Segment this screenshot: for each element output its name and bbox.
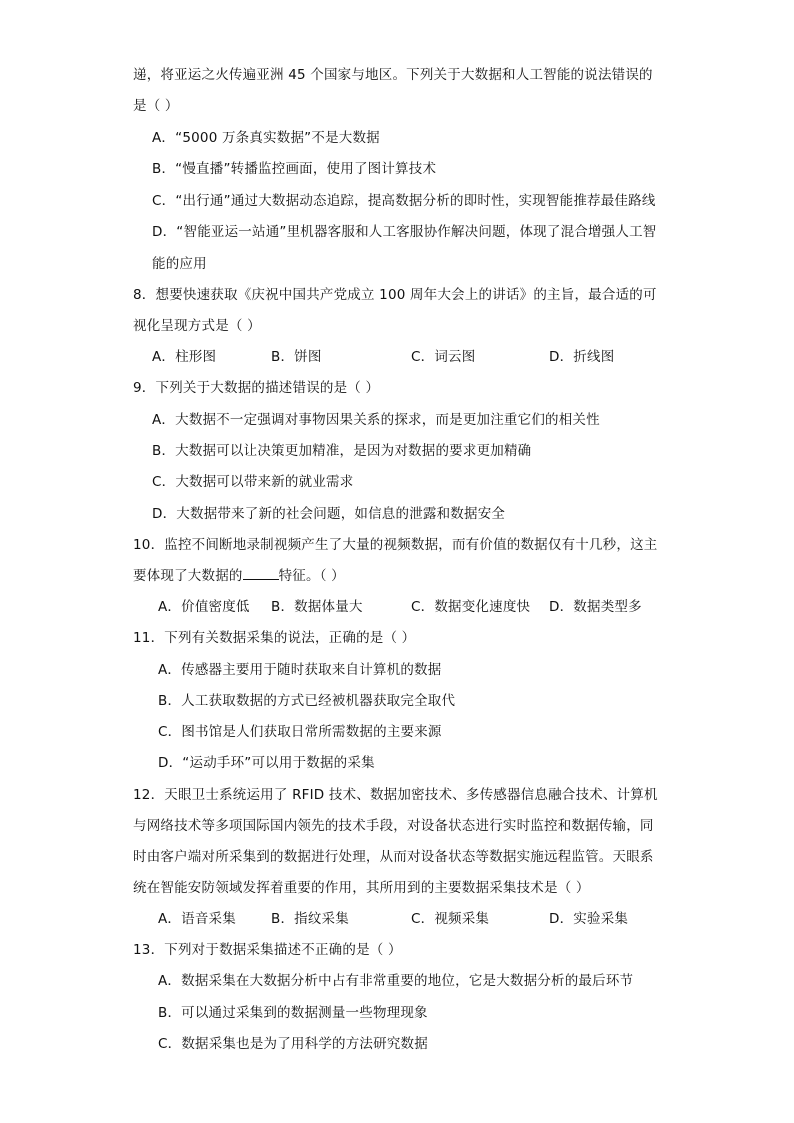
q8-stem-line-2: 视化呈现方式是（ ） [133, 318, 261, 334]
q7-option-d-cont: 能的应用 [152, 256, 207, 272]
q10-option-d: D．数据类型多 [549, 599, 642, 615]
q10-option-c: C．数据变化速度快 [411, 599, 531, 615]
q8-option-d: D．折线图 [549, 349, 615, 365]
q10-stem-line-2 [133, 567, 345, 585]
q12-stem-line-2: 与网络技术等多项国际国内领先的技术手段，对设备状态进行实时监控和数据传输，同 [133, 818, 654, 834]
q7-option-b: B．“慢直播”转播监控画面，使用了图计算技术 [152, 161, 437, 177]
q7-option-c: C．“出行通”通过大数据动态追踪，提高数据分析的即时性，实现智能推荐最佳路线 [152, 193, 656, 209]
q7-stem-line-2: 是（ ） [133, 98, 179, 114]
q12-option-c: C．视频采集 [411, 911, 490, 927]
q9-option-b: B．大数据可以让决策更加精准，是因为对数据的要求更加精确 [152, 443, 532, 459]
q10-stem-line-1: 10．监控不间断地录制视频产生了大量的视频数据，而有价值的数据仅有十几秒，这主 [133, 537, 658, 553]
q10-option-a: A．价值密度低 [158, 599, 250, 615]
q10-stem-suffix: 特征。（ ） [278, 568, 345, 584]
q9-option-c: C．大数据可以带来新的就业需求 [152, 474, 354, 490]
q10-option-b: B．数据体量大 [271, 599, 363, 615]
q12-stem-line-4: 统在智能安防领域发挥着重要的作用，其所用到的主要数据采集技术是（ ） [133, 880, 590, 896]
q9-option-a: A．大数据不一定强调对事物因果关系的探求，而是更加注重它们的相关性 [152, 412, 600, 428]
q8-option-c: C．词云图 [411, 349, 476, 365]
q11-option-c: C．图书馆是人们获取日常所需数据的主要来源 [158, 724, 442, 740]
q13-option-c: C．数据采集也是为了用科学的方法研究数据 [158, 1036, 428, 1052]
q12-stem-line-1: 12．天眼卫士系统运用了 RFID 技术、数据加密技术、多传感器信息融合技术、计算机 [133, 787, 658, 803]
q7-option-a: A．“5000 万条真实数据”不是大数据 [152, 130, 380, 146]
q8-stem-line-1: 8．想要快速获取《庆祝中国共产党成立 100 周年大会上的讲话》的主旨，最合适的可 [133, 287, 657, 303]
q9-option-d: D．大数据带来了新的社会问题，如信息的泄露和数据安全 [152, 506, 506, 522]
q11-stem: 11．下列有关数据采集的说法，正确的是（ ） [133, 630, 416, 646]
q11-option-a: A．传感器主要用于随时获取来自计算机的数据 [158, 662, 442, 678]
q12-option-b: B．指纹采集 [271, 911, 349, 927]
q10-blank [243, 567, 279, 580]
q9-stem: 9．下列关于大数据的描述错误的是（ ） [133, 380, 380, 396]
q13-option-a: A．数据采集在大数据分析中占有非常重要的地位，它是大数据分析的最后环节 [158, 973, 634, 989]
q12-option-d: D．实验采集 [549, 911, 629, 927]
q7-stem-line-1: 递，将亚运之火传遍亚洲 45 个国家与地区。下列关于大数据和人工智能的说法错误的 [133, 67, 653, 83]
q11-option-b: B．人工获取数据的方式已经被机器获取完全取代 [158, 693, 456, 709]
q12-stem-line-3: 时由客户端对所采集到的数据进行处理，从而对设备状态等数据实施远程监管。天眼系 [133, 849, 654, 865]
q11-option-d: D．“运动手环”可以用于数据的采集 [158, 755, 375, 771]
q13-option-b: B．可以通过采集到的数据测量一些物理现象 [158, 1005, 428, 1021]
q10-stem-prefix: 要体现了大数据的 [133, 568, 243, 584]
q7-option-d: D．“智能亚运一站通”里机器客服和人工客服协作解决问题，体现了混合增强人工智 [152, 224, 657, 240]
q12-option-a: A．语音采集 [158, 911, 236, 927]
q8-option-a: A．柱形图 [152, 349, 217, 365]
q13-stem: 13．下列对于数据采集描述不正确的是（ ） [133, 942, 402, 958]
q8-option-b: B．饼图 [271, 349, 322, 365]
